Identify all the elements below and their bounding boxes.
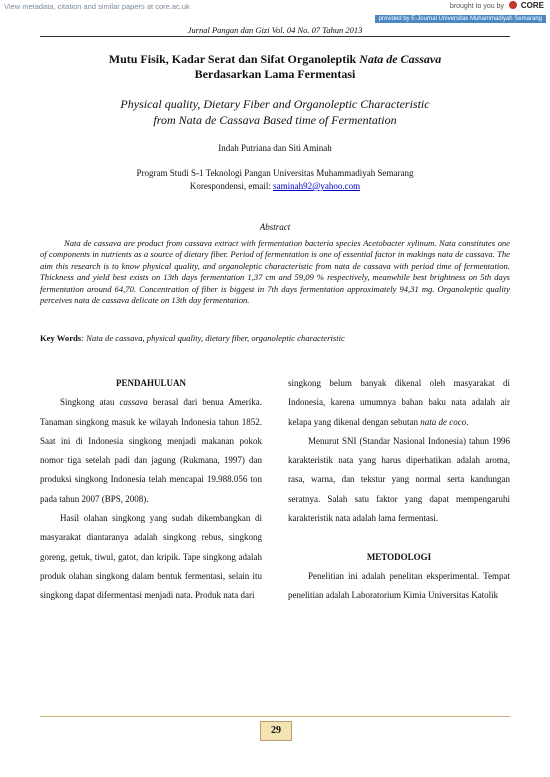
subtitle-line1: Physical quality, Dietary Fiber and Organoleptic Characteristic [120,97,430,111]
intro-p1-b: berasal dari benua Amerika. Tanaman singkong masuk ke wilayah Indonesia tahun 1852. Saat ini di Indonesia singkong menjadi makanan pokok nomor tiga setelah padi dan jagung (Rukmana, 1997) dan produksi singkong Indonesia telah mencapai 19.988.056 ton pada tahun 2007 (BPS, 2008). [40,397,262,504]
intro-p1-a: Singkong atau [60,397,120,408]
core-metadata-link[interactable]: View metadata, citation and similar papers at core.ac.uk [4,2,190,11]
paper-subtitle [40,96,510,128]
title-line1-italic: Nata de Cassava [359,52,442,66]
abstract-heading: Abstract [259,222,291,232]
journal-header: Jurnal Pangan dan Gizi Vol. 04 No. 07 Tahun 2013 [187,25,363,35]
right-paragraph-2: Menurut SNI (Standar Nasional Indonesia) tahun 1996 karakteristik nata yang harus diperhatikan adalah aroma, rasa, warna, dan tekstur yang normal serta kandungan seratnya. Salah satu faktor yang dapat mempengaruhi karakteristik nata adalah lama fermentasi. [288,435,510,524]
footer-divider [40,716,510,717]
section-heading-methodology: METODOLOGI [366,551,432,562]
core-logo-icon [509,1,517,9]
title-line1: Mutu Fisik, Kadar Serat dan Sifat Organoleptik [108,52,360,66]
email-link[interactable]: saminah92@yahoo.com [273,181,361,191]
right-p1-italic: nata de coco [420,416,467,427]
intro-p1-italic: cassava [119,397,148,408]
right-p1-a: singkong belum banyak dikenal oleh masyarakat di Indonesia, karena umumnya bahan baku nata adalah air kelapa yang dikenal dengan sebutan [288,378,510,427]
section-gap [288,528,510,547]
header-divider [40,36,510,37]
section-heading-introduction: PENDAHULUAN [115,378,186,388]
keywords [40,333,510,343]
affiliation-block [40,167,510,193]
page-number: 29 [260,721,292,741]
authors: Indah Putriana dan Siti Aminah [218,143,332,153]
intro-paragraph-2: Hasil olahan singkong yang sudah dikembangkan di masyarakat diantaranya adalah singkong rebus, singkong goreng, getuk, tiwul, gatot, dan kripik. Tape singkong adalah produk olahan singkong dalam bentuk fermentasi, selain itu singkong dapat difermentasi menjadi nata. Produk nata dari [40,513,262,601]
correspondence-label: Korespondensi, email: [189,181,274,191]
subtitle-line2: from Nata de Cassava Based time of Fermentation [153,113,397,127]
core-label: CORE [520,1,544,10]
title-line2: Berdasarkan Lama Fermentasi [194,67,356,81]
right-paragraph-1 [288,374,510,432]
intro-paragraph-1 [40,393,262,509]
provider-badge[interactable]: provided by E-Journal Universitas Muhammadiyah Semarang [375,15,546,23]
methodology-paragraph-1: Penelitian ini adalah penelitan eksperimental. Tempat penelitian adalah Laboratorium Kimia Universitas Katolik [288,570,510,601]
core-banner [0,0,550,14]
paper-title [40,52,510,82]
abstract-text: Nata de cassava are product from cassava extract with fermentation bacteria species Acetobacter xylinum. Nata constitutes one of components in nutrients as a source of dietary fiber. Period of fermentation is one of essential factor in makings nata de cassava. The aim this research is to know physical quality, and organoleptic characteristic from nata de cassava with period time of fermentation. Thickness and yield best exists on 13th days fermentation 1,37 cm and 59,09 % respectively, meanwhile best brightness on 5th days fermentation around 64,70. Concentration of fiber is biggest in 7th days fermentation approximately 94,31 mg. Organoleptic quality perceives nata de cassava delicate on 13th day fermentation. [40,238,510,306]
right-p1-b: . [466,416,469,427]
keywords-text: : Nata de cassava, physical quality, dietary fiber, organoleptic characteristic [81,333,345,343]
keywords-label: Key Words [40,333,82,343]
brought-by-text: brought to you by [449,3,504,10]
core-brought-by [450,1,544,10]
right-column [288,374,510,606]
affiliation: Program Studi S-1 Teknologi Pangan Universitas Muhammadiyah Semarang [136,168,414,178]
left-column [40,374,262,606]
